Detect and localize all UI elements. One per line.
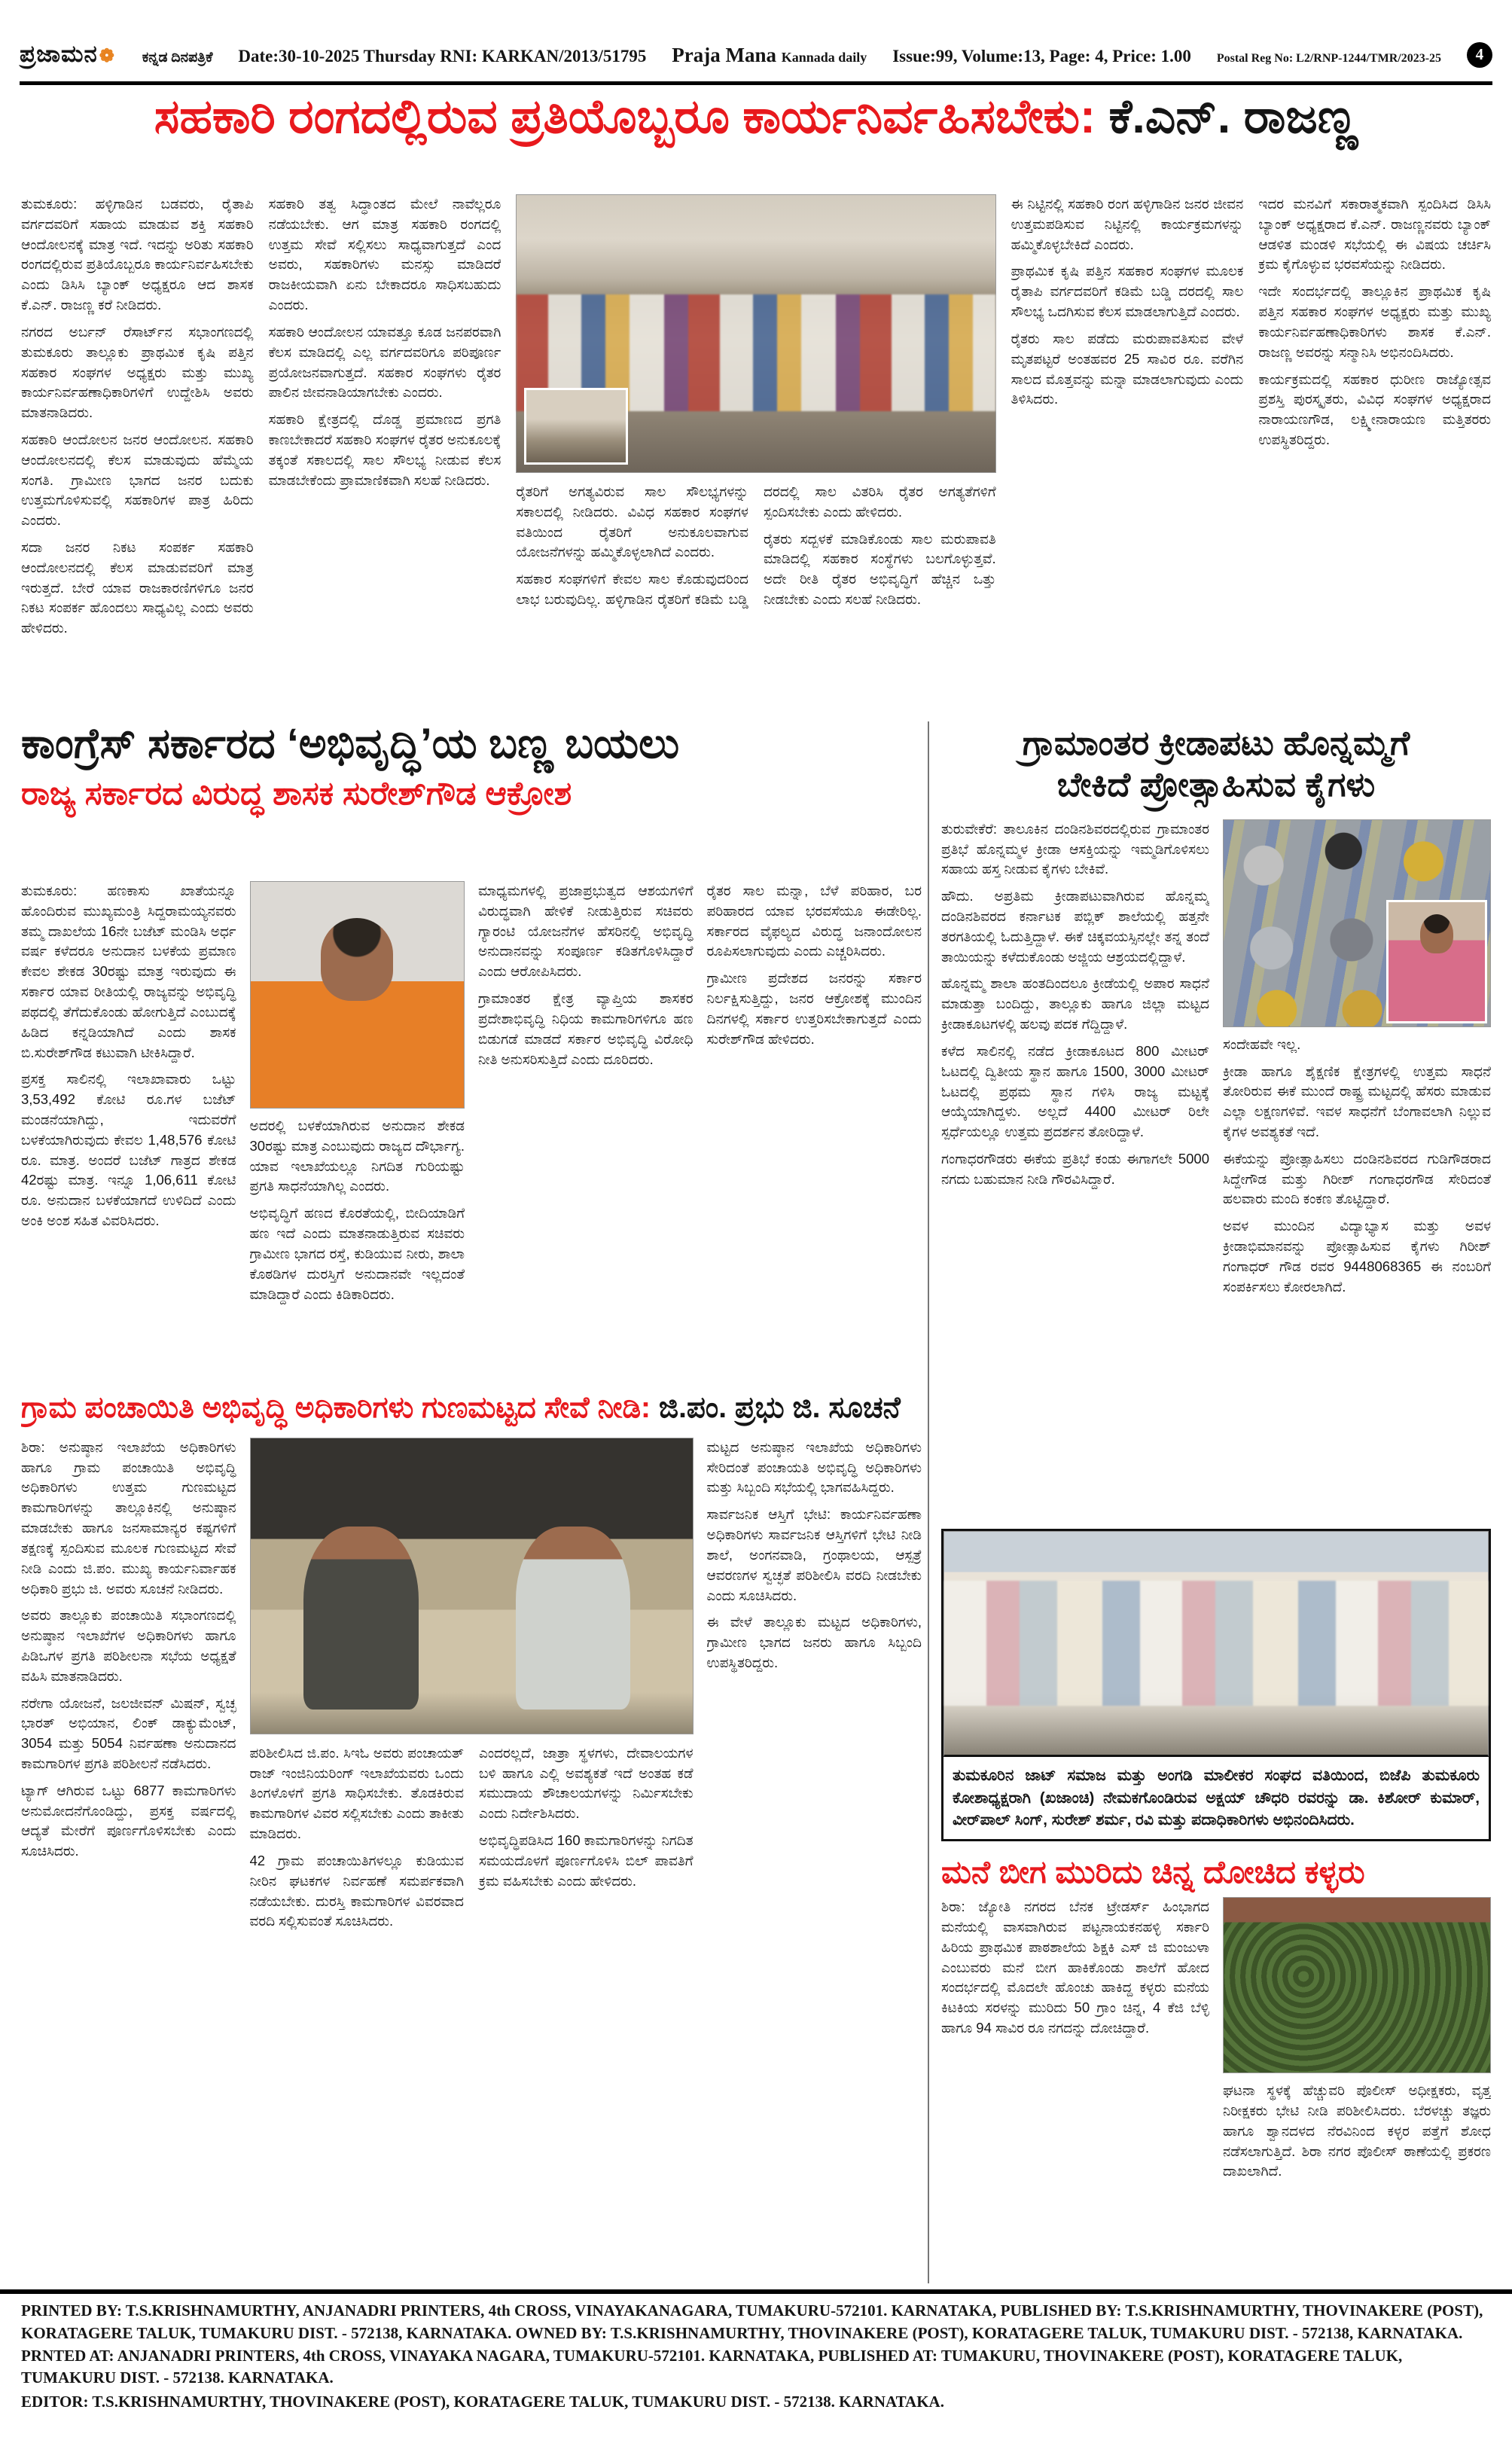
photo-story-box [941, 1529, 1491, 1841]
paragraph: ಗ್ರಾಮಾಂತರ ಕ್ಷೇತ್ರ ವ್ಯಾಪ್ತಿಯ ಶಾಸಕರ ಪ್ರದೇಶಾಭಿವೃದ್ಧಿ ನಿಧಿಯ ಕಾಮಗಾರಿಗಳಿಗೂ ಹಣ ಬಿಡುಗಡೆ ಮಾಡದೆ ಸರ್ಕಾರ ಅಭಿವೃದ್ಧಿ ವಿರೋಧಿ ನೀತಿ ಅನುಸರಿಸುತ್ತಿದೆ ಎಂದು ದೂರಿದರು. [478, 990, 694, 1067]
imprint-footer [21, 2300, 1491, 2415]
paragraph: ಕಾರ್ಯಕ್ರಮದಲ್ಲಿ ಸಹಕಾರ ಧುರೀಣ ರಾಜ್ಯೋತ್ಸವ ಪ್ರಶಸ್ತಿ ಪುರಸ್ಕೃತರು, ವಿವಿಧ ಸಂಘಗಳ ಅಧ್ಯಕ್ಷರಾದ ನಾರಾಯಣಗೌಡ, ಲಕ್ಷ್ಮೀನಾರಾಯಣ ಮತ್ತಿತರರು ಉಪಸ್ಥಿತರಿದ್ದರು. [1258, 371, 1491, 447]
logo-emblem-icon: ❁ [99, 47, 115, 66]
article-congress-development [21, 881, 922, 1380]
article1-column-5 [1011, 194, 1244, 717]
article2-column-1 [21, 881, 236, 1380]
photo-people-band [944, 1581, 1488, 1706]
article1-inset-photo [524, 388, 628, 465]
masthead-issue-info: Issue:99, Volume:13, Page: 4, Price: 1.00 [892, 47, 1191, 66]
article1-photo-cell [516, 194, 995, 717]
page-number-badge: 4 [1467, 42, 1492, 68]
article4-column-right [1223, 819, 1491, 1517]
paragraph: 42 ಗ್ರಾಮ ಪಂಚಾಯಿತಿಗಳಲ್ಲೂ ಕುಡಿಯುವ ನೀರಿನ ಘಟಕಗಳ ನಿರ್ವಹಣೆ ಸಮರ್ಪಕವಾಗಿ ನಡೆಯಬೇಕು. ದುರಸ್ತಿ ಕಾಮಗಾರಿಗಳ ವಿವರವಾದ ವರದಿ ಸಲ್ಲಿಸುವಂತೆ ಸೂಚಿಸಿದರು. [249, 1852, 464, 1929]
paragraph: ಸಂದೇಹವೇ ಇಲ್ಲ. [1223, 1035, 1301, 1052]
paragraph: ಹೊನ್ನಮ್ಮ ಶಾಲಾ ಹಂತದಿಂದಲೂ ಕ್ರೀಡೆಯಲ್ಲಿ ಅಪಾರ ಸಾಧನೆ ಮಾಡುತ್ತಾ ಬಂದಿದ್ದು, ತಾಲ್ಲೂಕು ಹಾಗೂ ಜಿಲ್ಲಾ ಮಟ್ಟದ ಕ್ರೀಡಾಕೂಟಗಳಲ್ಲಿ ಹಲವು ಪದಕ ಗೆದ್ದಿದ್ದಾಳೆ. [941, 975, 1209, 1032]
paragraph: ಸಹಕಾರಿ ಆಂದೋಲನ ಯಾವತ್ತೂ ಕೂಡ ಜನಪರವಾಗಿ ಕೆಲಸ ಮಾಡಿದಲ್ಲಿ ಎಲ್ಲ ವರ್ಗದವರಿಗೂ ಪರಿಪೂರ್ಣ ಪ್ರಯೋಜನವಾಗುತ್ತದೆ. ಸಹಕಾರ ಸಂಘಗಳು ರೈತರ ಪಾಲಿನ ಜೀವನಾಡಿಯಾಗಬೇಕು ಎಂದರು. [268, 323, 501, 401]
official-figure [516, 1527, 631, 1710]
paragraph: ನಗರದ ಅರ್ಬನ್ ರೆಸಾರ್ಟ್‌ನ ಸಭಾಂಗಣದಲ್ಲಿ ತುಮಕೂರು ತಾಲ್ಲೂಕು ಪ್ರಾಥಮಿಕ ಕೃಷಿ ಪತ್ತಿನ ಸಹಕಾರ ಸಂಘಗಳ ಅಧ್ಯಕ್ಷರು ಮತ್ತು ಮುಖ್ಯ ಕಾರ್ಯನಿರ್ವಹಣಾಧಿಕಾರಿಗಳಿಗೆ ಉದ್ದೇಶಿಸಿ ಅವರು ಮಾತನಾಡಿದರು. [21, 323, 254, 421]
imprint-editor-line: EDITOR: T.S.KRISHNAMURTHY, THOVINAKERE (POST), KORATAGERE TALUK, TUMAKURU DIST. - 572138. KARNATAKA. [21, 2393, 944, 2411]
imprint-line: PRINTED BY: T.S.KRISHNAMURTHY, ANJANADRI PRINTERS, 4th CROSS, VINAYAKANAGARA, TUMAKURU-572101. KARNATAKA, PUBLISHED BY: T.S.KRISHNAMURTHY, THOVINAKERE (POST), KORATAGERE TALUK, TUMAKURU DIST. - 572138, KARNATAKA. OWNED BY: T.S.KRISHNAMURTHY, THOVINAKERE (POST), KORATAGERE TALUK, TUMAKURU DIST. - 572138, KARNATAKA. PRNTED AT: ANJANADRI PRINTERS, 4th CROSS, VINAYAKA NAGARA, TUMAKURU-572101. KARNATAKA, PUBLISHED AT: TUMAKURU, THOVINAKERE (POST), KORATAGERE TALUK, TUMAKURU DIST. - 572138. KARNATAKA. [21, 2301, 1483, 2387]
masthead-postal-reg: Postal Reg No: L2/RNP-1244/TMR/2023-25 [1216, 52, 1442, 65]
paragraph: ಹೌದು. ಅಪ್ರತಿಮ ಕ್ರೀಡಾಪಟುವಾಗಿರುವ ಹೊನ್ನಮ್ಮ ದಂಡಿನಶಿವರದ ಕರ್ನಾಟಕ ಪಬ್ಲಿಕ್ ಶಾಲೆಯಲ್ಲಿ ಹತ್ತನೇ ತರಗತಿಯಲ್ಲಿ ಓದುತ್ತಿದ್ದಾಳೆ. ಈಕೆ ಚಿಕ್ಕವಯಸ್ಸಿನಲ್ಲೇ ತನ್ನ ತಂದೆ ತಾಯಿಯನ್ನು ಕಳೆದುಕೊಂಡು ಅಜ್ಜಿಯ ಆಶ್ರಯದಲ್ಲಿದ್ದಾಳೆ. [941, 888, 1209, 965]
article3-text-below-photo [250, 1743, 694, 2251]
article3-headline: ಗ್ರಾಮ ಪಂಚಾಯಿತಿ ಅಭಿವೃದ್ಧಿ ಅಧಿಕಾರಿಗಳು ಗುಣಮಟ್ಟದ ಸೇವೆ ನೀಡಿ: ಜಿ.ಪಂ. ಪ್ರಭು ಜಿ. ಸೂಚನೆ [21, 1392, 901, 1424]
paragraph: ಮಾಧ್ಯಮಗಳಲ್ಲಿ ಪ್ರಜಾಪ್ರಭುತ್ವದ ಆಶಯಗಳಿಗೆ ವಿರುದ್ಧವಾಗಿ ಹೇಳಿಕೆ ನೀಡುತ್ತಿರುವ ಸಚಿವರು ಗ್ಯಾರಂಟಿ ಯೋಜನೆಗಳ ಹೆಸರಿನಲ್ಲಿ ಅಭಿವೃದ್ಧಿ ಅನುದಾನವನ್ನು ಸಂಪೂರ್ಣ ಕಡಿತಗೊಳಿಸಿದ್ದಾರೆ ಎಂದು ಆರೋಪಿಸಿದರು. [478, 883, 694, 980]
paragraph: ಈ ನಿಟ್ಟಿನಲ್ಲಿ ಸಹಕಾರಿ ರಂಗ ಹಳ್ಳಿಗಾಡಿನ ಜನರ ಜೀವನ ಉತ್ತಮಪಡಿಸುವ ನಿಟ್ಟಿನಲ್ಲಿ ಕಾರ್ಯಕ್ರಮಗಳನ್ನು ಹಮ್ಮಿಕೊಳ್ಳಬೇಕಿದೆ ಎಂದರು. [1011, 196, 1244, 252]
paragraph: ರೈತರ ಸಾಲ ಮನ್ನಾ, ಬೆಳೆ ಪರಿಹಾರ, ಬರ ಪರಿಹಾರದ ಯಾವ ಭರವಸೆಯೂ ಈಡೇರಿಲ್ಲ. ಸರ್ಕಾರದ ವೈಫಲ್ಯದ ವಿರುದ್ಧ ಜನಾಂದೋಲನ ರೂಪಿಸಲಾಗುವುದು ಎಂದು ಎಚ್ಚರಿಸಿದರು. [706, 883, 922, 959]
article2-headline: ಕಾಂಗ್ರೆಸ್ ಸರ್ಕಾರದ ‘ಅಭಿವೃದ್ಧಿ’ಯ ಬಣ್ಣ ಬಯಲು [21, 719, 680, 767]
article3-column-1 [21, 1438, 236, 2251]
paragraph: ಅವರು ತಾಲ್ಲೂಕು ಪಂಚಾಯಿತಿ ಸಭಾಂಗಣದಲ್ಲಿ ಅನುಷ್ಠಾನ ಇಲಾಖೆಗಳ ಅಧಿಕಾರಿಗಳು ಹಾಗೂ ಪಿಡಿಒಗಳ ಪ್ರಗತಿ ಪರಿಶೀಲನಾ ಸಭೆಯ ಅಧ್ಯಕ್ಷತೆ ವಹಿಸಿ ಮಾತನಾಡಿದರು. [21, 1607, 236, 1684]
article-house-theft [941, 1897, 1491, 2225]
paragraph: ಸದಾ ಜನರ ನಿಕಟ ಸಂಪರ್ಕ ಸಹಕಾರಿ ಆಂದೋಲನದಲ್ಲಿ ಕೆಲಸ ಮಾಡುವವರಿಗೆ ಮಾತ್ರ ಇರುತ್ತದೆ. ಬೇರೆ ಯಾವ ರಾಜಕಾರಣಿಗಳಿಗೂ ಜನರ ನಿಕಟ ಸಂಪರ್ಕ ಹೊಂದಲು ಸಾಧ್ಯವಿಲ್ಲ ಎಂದು ಅವರು ಹೇಳಿದರು. [21, 539, 254, 636]
paragraph: ರೈತರಿಗೆ ಅಗತ್ಯವಿರುವ ಸಾಲ ಸೌಲಭ್ಯಗಳನ್ನು ಸಕಾಲದಲ್ಲಿ ನೀಡಿದರು. ವಿವಿಧ ಸಹಕಾರ ಸಂಘಗಳ ವತಿಯಿಂದ ರೈತರಿಗೆ ಅನುಕೂಲವಾಗುವ ಯೋಜನೆಗಳನ್ನು ಹಮ್ಮಿಕೊಳ್ಳಲಾಗಿದೆ ಎಂದರು. [516, 483, 748, 560]
article5-column-right [1223, 1897, 1491, 2225]
paragraph: ಶಿರಾ: ಜ್ಯೋತಿ ನಗರದ ಬೆನಕ ಟ್ರೇಡರ್ಸ್ ಹಿಂಭಾಗದ ಮನೆಯಲ್ಲಿ ವಾಸವಾಗಿರುವ ಪಟ್ಟನಾಯಕನಹಳ್ಳಿ ಸರ್ಕಾರಿ ಹಿರಿಯ ಪ್ರಾಥಮಿಕ ಪಾಠಶಾಲೆಯ ಶಿಕ್ಷಕಿ ಎಸ್ ಜಿ ಮಂಜುಳಾ ಎಂಬುವರು ಮನೆ ಬೀಗ ಹಾಕಿಕೊಂಡು ಶಾಲೆಗೆ ಹೋದ ಸಂದರ್ಭದಲ್ಲಿ ಮೊದಲೇ ಹೊಂಚು ಹಾಕಿದ್ದ ಕಳ್ಳರು ಮನೆಯ ಕಿಟಕಿಯ ಸರಳನ್ನು ಮುರಿದು 50 ಗ್ರಾಂ ಚಿನ್ನ, 4 ಕೆಜಿ ಬೆಳ್ಳಿ ಹಾಗೂ 94 ಸಾವಿರ ರೂ ನಗದನ್ನು ದೋಚಿದ್ದಾರೆ. [941, 1899, 1209, 2036]
honnamma-inset-photo [1386, 900, 1487, 1023]
paragraph: ಸಹಕಾರಿ ಕ್ಷೇತ್ರದಲ್ಲಿ ದೊಡ್ಡ ಪ್ರಮಾಣದ ಪ್ರಗತಿ ಕಾಣಬೇಕಾದರೆ ಸಹಕಾರಿ ಸಂಘಗಳ ರೈತರ ಅನುಕೂಲಕ್ಕೆ ತಕ್ಕಂತೆ ಸಕಾಲದಲ್ಲಿ ಸಾಲ ಸೌಲಭ್ಯ ನೀಡುವ ಕೆಲಸ ಮಾಡಬೇಕೆಂದು ಪ್ರಾಮಾಣಿಕವಾಗಿ ಸಲಹೆ ನೀಡಿದರು. [268, 411, 501, 488]
section-divider-vertical [928, 721, 929, 2283]
masthead-rule [20, 81, 1492, 85]
article-honnamma-sports [941, 819, 1491, 1517]
article1-column-2 [269, 194, 501, 717]
press-meet-photo [250, 1438, 694, 1734]
paragraph: ಟ್ಯಾಗ್ ಆಗಿರುವ ಒಟ್ಟು 6877 ಕಾಮಗಾರಿಗಳು ಅನುಮೋದನೆಗೊಂಡಿದ್ದು, ಪ್ರಸಕ್ತ ವರ್ಷದಲ್ಲಿ ಆದ್ಯತೆ ಮೇರೆಗೆ ಪೂರ್ಣಗೊಳಿಸಬೇಕು ಎಂದು ಸೂಚಿಸಿದರು. [21, 1782, 236, 1859]
paragraph: ಗಂಗಾಧರಗೌಡರು ಈಕೆಯ ಪ್ರತಿಭೆ ಕಂಡು ಈಗಾಗಲೇ 5000 ನಗದು ಬಹುಮಾನ ನೀಡಿ ಗೌರವಿಸಿದ್ದಾರೆ. [941, 1150, 1209, 1187]
article5-column-left [941, 1897, 1209, 2225]
right-column [941, 723, 1491, 2283]
paragraph: ಗ್ರಾಮೀಣ ಪ್ರದೇಶದ ಜನರನ್ನು ಸರ್ಕಾರ ನಿರ್ಲಕ್ಷಿಸುತ್ತಿದ್ದು, ಜನರ ಆಕ್ರೋಶಕ್ಕೆ ಮುಂದಿನ ದಿನಗಳಲ್ಲಿ ಸರ್ಕಾರ ಉತ್ತರಿಸಬೇಕಾಗುತ್ತದೆ ಎಂದು ಸುರೇಶ್‌ಗೌಡ ಹೇಳಿದರು. [706, 970, 922, 1047]
paragraph: ಪರಿಶೀಲಿಸಿದ ಜಿ.ಪಂ. ಸಿಇಓ ಅವರು ಪಂಚಾಯತ್ ರಾಜ್ ಇಂಜಿನಿಯರಿಂಗ್ ಇಲಾಖೆಯವರು ಒಂದು ತಿಂಗಳೊಳಗೆ ಪ್ರಗತಿ ಸಾಧಿಸಬೇಕು. ತೊಡಕಿರುವ ಕಾಮಗಾರಿಗಳ ವಿವರ ಸಲ್ಲಿಸಬೇಕು ಎಂದು ತಾಕೀತು ಮಾಡಿದರು. [249, 1744, 464, 1842]
paragraph: ಸಾರ್ವಜನಿಕ ಆಸ್ತಿಗೆ ಭೇಟಿ: ಕಾರ್ಯನಿರ್ವಹಣಾ ಅಧಿಕಾರಿಗಳು ಸಾರ್ವಜನಿಕ ಆಸ್ತಿಗಳಿಗೆ ಭೇಟಿ ನೀಡಿ ಶಾಲೆ, ಅಂಗನವಾಡಿ, ಗ್ರಂಥಾಲಯ, ಆಸ್ಪತ್ರೆ ಆವರಣಗಳ ಸ್ವಚ್ಛತೆ ಪರಿಶೀಲಿಸಿ ವರದಿ ನೀಡಬೇಕು ಎಂದು ಸೂಚಿಸಿದರು. [706, 1506, 922, 1603]
article5-column-right-text [1223, 2081, 1491, 2182]
felicitation-photo [943, 1531, 1489, 1757]
paragraph: ಅಭಿವೃದ್ಧಿಪಡಿಸಿದ 160 ಕಾಮಗಾರಿಗಳನ್ನು ನಿಗದಿತ ಸಮಯದೊಳಗೆ ಪೂರ್ಣಗೊಳಿಸಿ ಬಿಲ್ ಪಾವತಿಗೆ ಕ್ರಮ ವಹಿಸಬೇಕು ಎಂದು ಹೇಳಿದರು. [479, 1832, 694, 1889]
paragraph: ತುರುವೇಕೆರೆ: ತಾಲೂಕಿನ ದಂಡಿನಶಿವರದಲ್ಲಿರುವ ಗ್ರಾಮಾಂತರ ಪ್ರತಿಭೆ ಹೊನ್ನಮ್ಮಳ ಕ್ರೀಡಾ ಆಸಕ್ತಿಯನ್ನು ಇಮ್ಮಡಿಗೊಳಿಸಲು ಸಹಾಯ ಹಸ್ತ ನೀಡುವ ಕೈಗಳು ಬೇಕಿವೆ. [941, 820, 1209, 877]
paragraph: ಪ್ರಸಕ್ತ ಸಾಲಿನಲ್ಲಿ ಇಲಾಖಾವಾರು ಒಟ್ಟು 3,53,492 ಕೋಟಿ ರೂ.ಗಳ ಬಜೆಟ್ ಮಂಡನೆಯಾಗಿದ್ದು, ಇದುವರೆಗೆ ಬಳಕೆಯಾಗಿರುವುದು ಕೇವಲ 1,48,576 ಕೋಟಿ ರೂ. ಮಾತ್ರ. ಅಂದರೆ ಬಜೆಟ್ ಗಾತ್ರದ ಶೇಕಡ 42ರಷ್ಟು ಮಾತ್ರ. ಇನ್ನೂ 1,06,611 ಕೋಟಿ ರೂ. ಅನುದಾನ ಬಳಕೆಯಾಗದೆ ಉಳಿದಿದೆ ಎಂದು ಅಂಕಿ ಅಂಶ ಸಹಿತ ವಿವರಿಸಿದರು. [21, 1071, 236, 1228]
paragraph: ರೈತರು ಸದ್ಬಳಕೆ ಮಾಡಿಕೊಂಡು ಸಾಲ ಮರುಪಾವತಿ ಮಾಡಿದಲ್ಲಿ ಸಹಕಾರ ಸಂಸ್ಥೆಗಳು ಬಲಗೊಳ್ಳುತ್ತವೆ. ಅದೇ ರೀತಿ ರೈತರ ಅಭಿವೃದ್ಧಿಗೆ ಹೆಚ್ಚಿನ ಒತ್ತು ನೀಡಬೇಕು ಎಂದು ಸಲಹೆ ನೀಡಿದರು. [763, 530, 996, 608]
article3-photo-cell [250, 1438, 694, 2251]
paragraph: ತುಮಕೂರು: ಹಣಕಾಸು ಖಾತೆಯನ್ನೂ ಹೊಂದಿರುವ ಮುಖ್ಯಮಂತ್ರಿ ಸಿದ್ದರಾಮಯ್ಯನವರು ತಮ್ಮ ದಾಖಲೆಯ 16ನೇ ಬಜೆಟ್ ಮಂಡಿಸಿ ಅರ್ಧ ವರ್ಷ ಕಳೆದರೂ ಅನುದಾನ ಬಳಕೆಯ ಪ್ರಮಾಣ ಕೇವಲ ಶೇಕಡ 30ರಷ್ಟು ಮಾತ್ರ ಇರುವುದು ಈ ಸರ್ಕಾರ ಯಾವ ರೀತಿಯಲ್ಲಿ ರಾಜ್ಯವನ್ನು ಅಭಿವೃದ್ಧಿ ಪಥದಲ್ಲಿ ತೆಗೆದುಕೊಂಡು ಹೋಗುತ್ತಿದೆ ಎಂಬುದಕ್ಕೆ ಹಿಡಿದ ಕನ್ನಡಿಯಾಗಿದೆ ಎಂದು ಶಾಸಕ ಬಿ.ಸುರೇಶ್‌ಗೌಡ ಕಟುವಾಗಿ ಟೀಕಿಸಿದ್ದಾರೆ. [21, 883, 236, 1060]
article-cooperative-sector [21, 194, 1491, 717]
paragraph: ಸಹಕಾರ ಸಂಘಗಳಿಗೆ ಕೇವಲ ಸಾಲ ಕೊಡುವುದರಿಂದ ಲಾಭ ಬರುವುದಿಲ್ಲ. ಹಳ್ಳಿಗಾಡಿನ ರೈತರಿಗೆ ಕಡಿಮೆ ಬಡ್ಡಿ ದರದಲ್ಲಿ ಸಾಲ ವಿತರಿಸಿ ರೈತರ ಅಗತ್ಯತೆಗಳಿಗೆ ಸ್ಪಂದಿಸಬೇಕು ಎಂದು ಹೇಳಿದರು. [516, 483, 996, 608]
footer-rule [0, 2289, 1512, 2294]
burgled-house-photo [1223, 1897, 1491, 2073]
article1-column-6 [1258, 194, 1491, 717]
paragraph: ಅವಳ ಮುಂದಿನ ವಿದ್ಯಾಭ್ಯಾಸ ಮತ್ತು ಅವಳ ಕ್ರೀಡಾಭಿಮಾನವನ್ನು ಪ್ರೋತ್ಸಾಹಿಸುವ ಕೈಗಳು ಗಿರೀಶ್ ಗಂಗಾಧರ್ ಗೌಡ ರವರ 9448068365 ಈ ನಂಬರಿಗೆ ಸಂಪರ್ಕಿಸಲು ಕೋರಲಾಗಿದೆ. [1223, 1218, 1491, 1295]
paper-logo-subtitle: ಕನ್ನಡ ದಿನಪತ್ರಿಕೆ [142, 50, 213, 66]
paragraph: ಅದರಲ್ಲಿ ಬಳಕೆಯಾಗಿರುವ ಅನುದಾನ ಶೇಕಡ 30ರಷ್ಟು ಮಾತ್ರ ಎಂಬುವುದು ರಾಜ್ಯದ ದೌರ್ಭಾಗ್ಯ. ಯಾವ ಇಲಾಖೆಯಲ್ಲೂ ನಿಗದಿತ ಗುರಿಯಷ್ಟು ಪ್ರಗತಿ ಸಾಧನೆಯಾಗಿಲ್ಲ ಎಂದರು. [249, 1118, 465, 1194]
article4-column-right-text [1223, 1035, 1491, 1298]
paragraph: ನರೇಗಾ ಯೋಜನೆ, ಜಲಜೀವನ್ ಮಿಷನ್, ಸ್ವಚ್ಛ ಭಾರತ್ ಅಭಿಯಾನ, ಲಿಂಕ್ ಡಾಕ್ಯುಮೆಂಟ್, 3054 ಮತ್ತು 5054 ನಿರ್ವಹಣಾ ಅನುದಾನದ ಕಾಮಗಾರಿಗಳ ಪ್ರಗತಿ ಪರಿಶೀಲನೆ ನಡೆಸಿದರು. [21, 1694, 236, 1772]
masthead [20, 41, 1492, 69]
article2-column-4 [707, 881, 922, 1380]
medals-photo [1223, 819, 1491, 1027]
paragraph: ಪ್ರಾಥಮಿಕ ಕೃಷಿ ಪತ್ತಿನ ಸಹಕಾರ ಸಂಘಗಳ ಮೂಲಕ ರೈತಾಪಿ ವರ್ಗದವರಿಗೆ ಕಡಿಮೆ ಬಡ್ಡಿ ದರದಲ್ಲಿ ಸಾಲ ಸೌಲಭ್ಯ ಒದಗಿಸುವ ಕೆಲಸ ಮಾಡಲಾಗುತ್ತಿದೆ ಎಂದರು. [1011, 263, 1244, 320]
paragraph: ಸಹಕಾರಿ ಆಂದೋಲನ ಜನರ ಆಂದೋಲನ. ಸಹಕಾರಿ ಆಂದೋಲನದಲ್ಲಿ ಕೆಲಸ ಮಾಡುವುದು ಹೆಮ್ಮೆಯ ಸಂಗತಿ. ಗ್ರಾಮೀಣ ಭಾಗದ ಜನರ ಬದುಕು ಉತ್ತಮಗೊಳಿಸುವಲ್ಲಿ ಸಹಕಾರಿಗಳ ಪಾತ್ರ ಹಿರಿದು ಎಂದರು. [21, 431, 254, 529]
article2-column-2 [250, 881, 465, 1380]
article1-text-below-photo [516, 482, 995, 717]
article4-column-left [941, 819, 1209, 1517]
paragraph: ಈಕೆಯನ್ನು ಪ್ರೋತ್ಸಾಹಿಸಲು ದಂಡಿನಶಿವರದ ಗುಡಿಗೌಡರಾದ ಸಿದ್ದೇಗೌಡ ಮತ್ತು ಗಿರೀಶ್ ಗಂಗಾಧರಗೌಡ ಸೇರಿದಂತೆ ಹಲವಾರು ಮಂದಿ ಕಂಕಣ ತೊಟ್ಟಿದ್ದಾರೆ. [1223, 1150, 1491, 1207]
suresh-gowda-photo [250, 881, 465, 1109]
paragraph: ಕ್ರೀಡಾ ಹಾಗೂ ಶೈಕ್ಷಣಿಕ ಕ್ಷೇತ್ರಗಳಲ್ಲಿ ಉತ್ತಮ ಸಾಧನೆ ತೋರಿರುವ ಈಕೆ ಮುಂದೆ ರಾಷ್ಟ್ರ ಮಟ್ಟದಲ್ಲಿ ಹೆಸರು ಮಾಡುವ ಎಲ್ಲಾ ಲಕ್ಷಣಗಳಿವೆ. ಇವಳ ಸಾಧನೆಗೆ ಬೆಂಗಾವಲಾಗಿ ನಿಲ್ಲುವ ಕೈಗಳ ಅವಶ್ಯಕತೆ ಇದೆ. [1223, 1063, 1491, 1140]
article5-headline: ಮನೆ ಬೀಗ ಮುರಿದು ಚಿನ್ನ ದೋಚಿದ ಕಳ್ಳರು [941, 1853, 1365, 1890]
article3-column-4 [707, 1438, 922, 2251]
paragraph: ಸಹಕಾರಿ ತತ್ವ ಸಿದ್ಧಾಂತದ ಮೇಲೆ ನಾವೆಲ್ಲರೂ ನಡೆಯಬೇಕು. ಆಗ ಮಾತ್ರ ಸಹಕಾರಿ ರಂಗದಲ್ಲಿ ಉತ್ತಮ ಸೇವೆ ಸಲ್ಲಿಸಲು ಸಾಧ್ಯವಾಗುತ್ತದೆ ಎಂದ ಅವರು, ಸಹಕಾರಿಗಳು ಮನಸ್ಸು ಮಾಡಿದರೆ ರಾಜಕೀಯವಾಗಿ ಏನು ಬೇಕಾದರೂ ಸಾಧಿಸಬಹುದು ಎಂದರು. [268, 196, 501, 313]
article1-group-photo [516, 194, 995, 473]
paragraph: ಘಟನಾ ಸ್ಥಳಕ್ಕೆ ಹೆಚ್ಚುವರಿ ಪೊಲೀಸ್ ಅಧೀಕ್ಷಕರು, ವೃತ್ತ ನಿರೀಕ್ಷಕರು ಭೇಟಿ ನೀಡಿ ಪರಿಶೀಲಿಸಿದರು. ಬೆರಳಚ್ಚು ತಜ್ಞರು ಹಾಗೂ ಶ್ವಾನದಳದ ನೆರವಿನಿಂದ ಕಳ್ಳರ ಪತ್ತೆಗೆ ಶೋಧ ನಡೆಸಲಾಗುತ್ತಿದೆ. ಶಿರಾ ನಗರ ಪೊಲೀಸ್ ಠಾಣೆಯಲ್ಲಿ ಪ್ರಕರಣ ದಾಖಲಾಗಿದೆ. [1223, 2082, 1491, 2179]
article2-column-3 [478, 881, 694, 1380]
article-grama-panchayat [21, 1392, 922, 2282]
paragraph: ತುಮಕೂರು: ಹಳ್ಳಿಗಾಡಿನ ಬಡವರು, ರೈತಾಪಿ ವರ್ಗದವರಿಗೆ ಸಹಾಯ ಮಾಡುವ ಶಕ್ತಿ ಸಹಕಾರಿ ಆಂದೋಲನಕ್ಕೆ ಮಾತ್ರ ಇದೆ. ಇದನ್ನು ಅರಿತು ಸಹಕಾರಿ ರಂಗದಲ್ಲಿರುವ ಪ್ರತಿಯೊಬ್ಬರೂ ಕಾರ್ಯನಿರ್ವಹಿಸಬೇಕು ಎಂದು ಡಿಸಿಸಿ ಬ್ಯಾಂಕ್ ಅಧ್ಯಕ್ಷರೂ ಆದ ಶಾಸಕ ಕೆ.ಎನ್. ರಾಜಣ್ಣ ಕರೆ ನೀಡಿದರು. [21, 196, 254, 313]
masthead-dateline: Date:30-10-2025 Thursday RNI: KARKAN/2013/51795 [238, 47, 647, 66]
paragraph: ಎಂದರಲ್ಲದೆ, ಜಾತ್ರಾ ಸ್ಥಳಗಳು, ದೇವಾಲಯಗಳ ಬಳಿ ಹಾಗೂ ಎಲ್ಲಿ ಅವಶ್ಯಕತೆ ಇದೆ ಅಂತಹ ಕಡೆ ಸಮುದಾಯ ಶೌಚಾಲಯಗಳನ್ನು ನಿರ್ಮಿಸಬೇಕು ಎಂದು ನಿರ್ದೇಶಿಸಿದರು. [479, 1744, 694, 1822]
article4-headline: ಗ್ರಾಮಾಂತರ ಕ್ರೀಡಾಪಟು ಹೊನ್ನಮ್ಮಗೆ ಬೇಕಿದೆ ಪ್ರೋತ್ಸಾಹಿಸುವ ಕೈಗಳು [1022, 724, 1410, 804]
main-headline: ಸಹಕಾರಿ ರಂಗದಲ್ಲಿರುವ ಪ್ರತಿಯೊಬ್ಬರೂ ಕಾರ್ಯನಿರ್ವಹಿಸಬೇಕು: ಕೆ.ಎನ್. ರಾಜಣ್ಣ [154, 90, 1358, 143]
official-figure [303, 1527, 419, 1710]
paragraph: ಅಭಿವೃದ್ಧಿಗೆ ಹಣದ ಕೊರತೆಯಲ್ಲಿ, ಬೀದಿಯಾಡಿಗೆ ಹಣ ಇದೆ ಎಂದು ಮಾತನಾಡುತ್ತಿರುವ ಸಚಿವರು ಗ್ರಾಮೀಣ ಭಾಗದ ರಸ್ತೆ, ಕುಡಿಯುವ ನೀರು, ಶಾಲಾ ಕೊಠಡಿಗಳ ದುರಸ್ತಿಗೆ ಅನುದಾನವೇ ಇಲ್ಲದಂತೆ ಮಾಡಿದ್ದಾರೆ ಎಂದು ಕಿಡಿಕಾರಿದರು. [249, 1205, 465, 1302]
paragraph: ಇದರ ಮನವಿಗೆ ಸಕಾರಾತ್ಮಕವಾಗಿ ಸ್ಪಂದಿಸಿದ ಡಿಸಿಸಿ ಬ್ಯಾಂಕ್ ಅಧ್ಯಕ್ಷರಾದ ಕೆ.ಎನ್. ರಾಜಣ್ಣನವರು ಬ್ಯಾಂಕ್ ಆಡಳಿತ ಮಂಡಳಿ ಸಭೆಯಲ್ಲಿ ಈ ವಿಷಯ ಚರ್ಚಿಸಿ ಕ್ರಮ ಕೈಗೊಳ್ಳುವ ಭರವಸೆಯನ್ನು ನೀಡಿದರು. [1258, 196, 1491, 273]
paragraph: ಇದೇ ಸಂದರ್ಭದಲ್ಲಿ ತಾಲ್ಲೂಕಿನ ಪ್ರಾಥಮಿಕ ಕೃಷಿ ಪತ್ತಿನ ಸಹಕಾರ ಸಂಘಗಳ ಅಧ್ಯಕ್ಷರು ಮತ್ತು ಮುಖ್ಯ ಕಾರ್ಯನಿರ್ವಹಣಾಧಿಕಾರಿಗಳು ಶಾಸಕ ಕೆ.ಎನ್. ರಾಜಣ್ಣ ಅವರನ್ನು ಸನ್ಮಾನಿಸಿ ಅಭಿನಂದಿಸಿದರು. [1258, 283, 1491, 360]
paragraph: ಈ ವೇಳೆ ತಾಲ್ಲೂಕು ಮಟ್ಟದ ಅಧಿಕಾರಿಗಳು, ಗ್ರಾಮೀಣ ಭಾಗದ ಜನರು ಹಾಗೂ ಸಿಬ್ಬಂದಿ ಉಪಸ್ಥಿತರಿದ್ದರು. [706, 1614, 922, 1670]
article1-column-1 [21, 194, 254, 717]
article2-subheadline: ರಾಜ್ಯ ಸರ್ಕಾರದ ವಿರುದ್ಧ ಶಾಸಕ ಸುರೇಶ್‌ಗೌಡ ಆಕ್ರೋಶ [21, 775, 572, 812]
article2-headline-block [21, 721, 922, 812]
paper-name-english: Praja Mana Kannada daily [672, 44, 867, 66]
article2-column-2-text [250, 1116, 465, 1304]
photo-story-caption: ತುಮಕೂರಿನ ಜಾಟ್ ಸಮಾಜ ಮತ್ತು ಅಂಗಡಿ ಮಾಲೀಕರ ಸಂಘದ ವತಿಯಿಂದ, ಬಿಜೆಪಿ ತುಮಕೂರು ಕೋಶಾಧ್ಯಕ್ಷರಾಗಿ (ಖಜಾಂಚಿ) ನೇಮಕಗೊಂಡಿರುವ ಅಕ್ಷಯ್ ಚೌಧರಿ ರವರನ್ನು ಡಾ. ಕಿಶೋರ್ ಕುಮಾರ್, ವೀರ್‌ಪಾಲ್ ಸಿಂಗ್, ಸುರೇಶ್ ಶರ್ಮ, ರವಿ ಮತ್ತು ಪದಾಧಿಕಾರಿಗಳು ಅಭಿನಂದಿಸಿದರು. [953, 1766, 1480, 1829]
paragraph: ರೈತರು ಸಾಲ ಪಡೆದು ಮರುಪಾವತಿಸುವ ವೇಳೆ ಮೃತಪಟ್ಟರೆ ಅಂತಹವರ 25 ಸಾವಿರ ರೂ. ವರೆಗಿನ ಸಾಲದ ಮೊತ್ತವನ್ನು ಮನ್ನಾ ಮಾಡಲಾಗುವುದು ಎಂದು ತಿಳಿಸಿದರು. [1011, 330, 1244, 407]
paragraph: ಕಳೆದ ಸಾಲಿನಲ್ಲಿ ನಡೆದ ಕ್ರೀಡಾಕೂಟದ 800 ಮೀಟರ್ ಓಟದಲ್ಲಿ ದ್ವಿತೀಯ ಸ್ಥಾನ ಹಾಗೂ 1500, 3000 ಮೀಟರ್ ಓಟದಲ್ಲಿ ಪ್ರಥಮ ಸ್ಥಾನ ಗಳಿಸಿ ರಾಜ್ಯ ಮಟ್ಟಕ್ಕೆ ಆಯ್ಕೆಯಾಗಿದ್ದಳು. ಅಲ್ಲದೆ 4400 ಮೀಟರ್ ರಿಲೇ ಸ್ಪರ್ಧೆಯಲ್ಲೂ ಉತ್ತಮ ಪ್ರದರ್ಶನ ತೋರಿದ್ದಾಳೆ. [941, 1042, 1209, 1140]
paper-logo: ಪ್ರಜಾಮನ❁ [20, 41, 115, 67]
paragraph: ಮಟ್ಟದ ಅನುಷ್ಠಾನ ಇಲಾಖೆಯ ಅಧಿಕಾರಿಗಳು ಸೇರಿದಂತೆ ಪಂಚಾಯತಿ ಅಭಿವೃದ್ಧಿ ಅಧಿಕಾರಿಗಳು ಮತ್ತು ಸಿಬ್ಬಂದಿ ಸಭೆಯಲ್ಲಿ ಭಾಗವಹಿಸಿದ್ದರು. [706, 1438, 922, 1496]
paragraph: ಶಿರಾ: ಅನುಷ್ಠಾನ ಇಲಾಖೆಯ ಅಧಿಕಾರಿಗಳು ಹಾಗೂ ಗ್ರಾಮ ಪಂಚಾಯಿತಿ ಅಭಿವೃದ್ಧಿ ಅಧಿಕಾರಿಗಳು ಉತ್ತಮ ಗುಣಮಟ್ಟದ ಕಾಮಗಾರಿಗಳನ್ನು ತಾಲ್ಲೂಕಿನಲ್ಲಿ ಅನುಷ್ಠಾನ ಮಾಡಬೇಕು ಹಾಗೂ ಜನಸಾಮಾನ್ಯರ ಕಷ್ಟಗಳಿಗೆ ತಕ್ಷಣಕ್ಕೆ ಸ್ಪಂದಿಸುವ ಮೂಲಕ ಗುಣಮಟ್ಟದ ಸೇವೆ ನೀಡಿ ಎಂದು ಜಿ.ಪಂ. ಮುಖ್ಯ ಕಾರ್ಯನಿರ್ವಾಹಕ ಅಧಿಕಾರಿ ಪ್ರಭು ಜಿ. ಅವರು ಸೂಚನೆ ನೀಡಿದರು. [21, 1438, 236, 1597]
